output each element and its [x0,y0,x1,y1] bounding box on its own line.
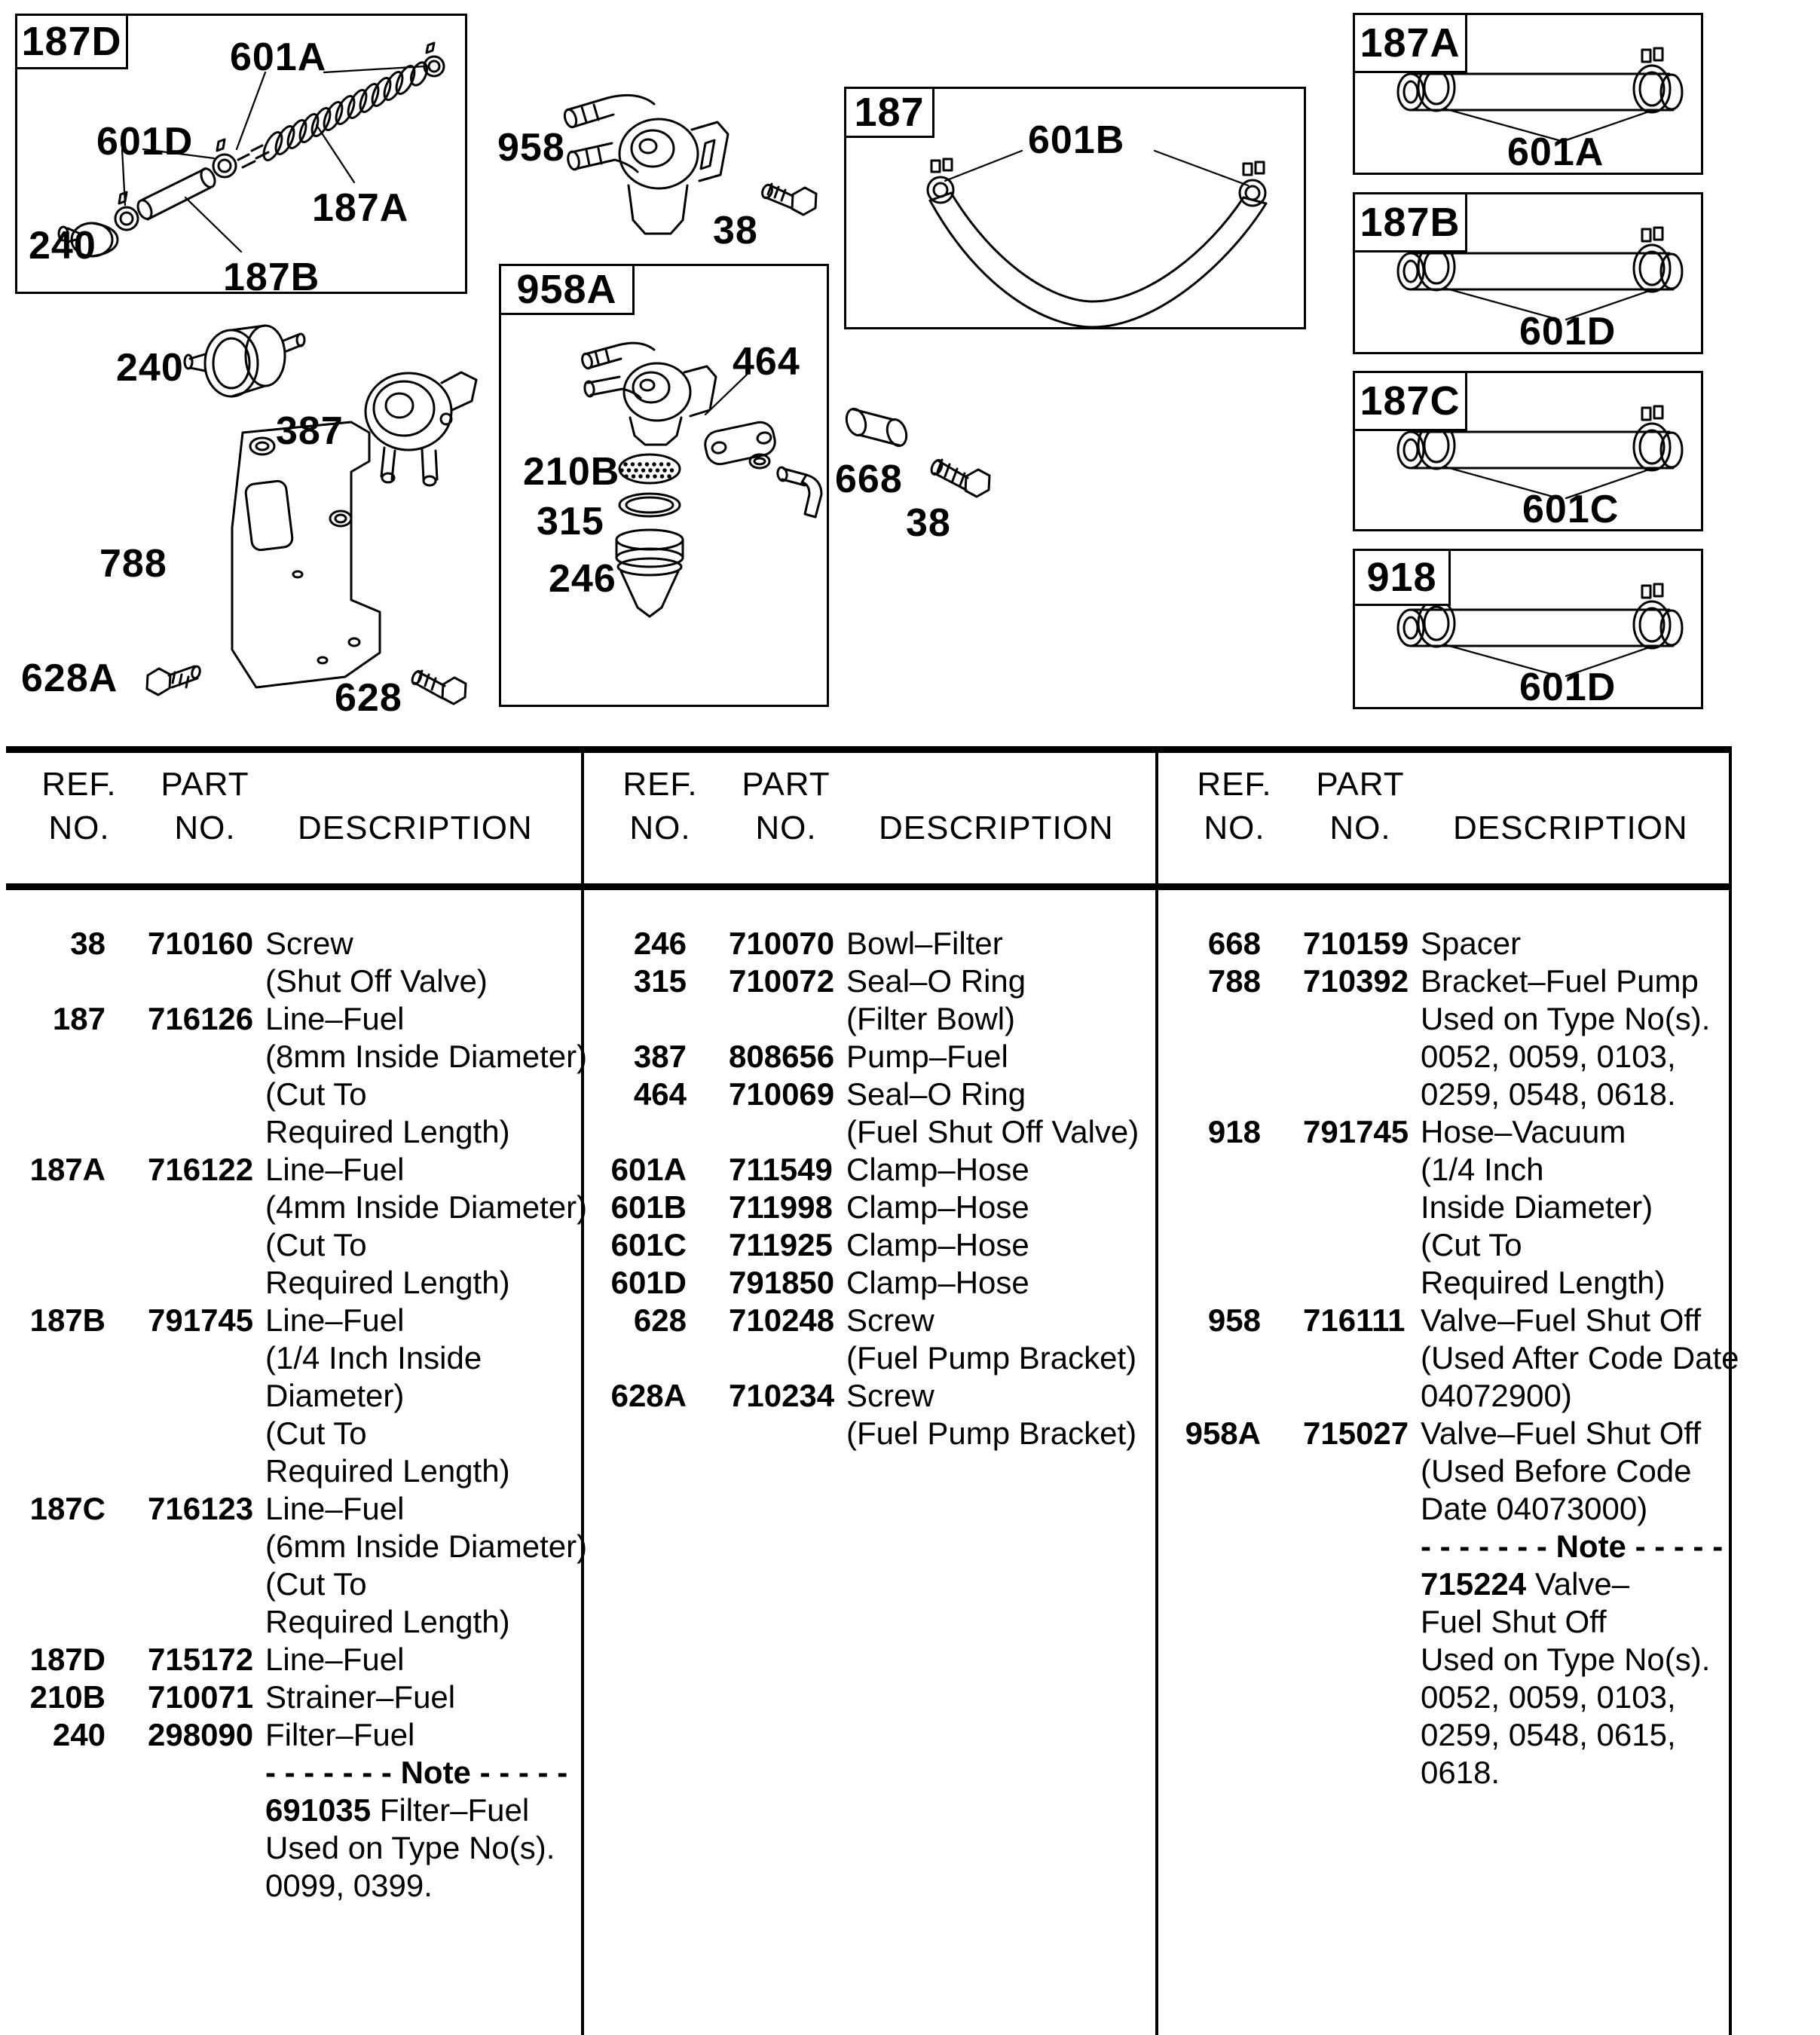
description [1421,1227,1522,1263]
ref-no: 918 [1207,1114,1261,1149]
description-bold-segment: 691035 [265,1792,372,1828]
description-segment: Line–Fuel [265,1302,405,1338]
part-no: 808656 [729,1039,835,1074]
part-no: 710072 [729,963,835,999]
part-no: 716122 [148,1152,254,1187]
table-row-line [1155,1114,1730,1152]
description-segment: Clamp–Hose [846,1265,1029,1300]
box-label-fuel-line-187c: 187C [1353,371,1467,431]
description [265,1604,510,1640]
description [1421,1378,1572,1414]
description-segment: Hose–Vacuum [1421,1114,1626,1149]
part-callout-187a-in-187d: 187A [312,186,409,230]
parts-table-column-3 [1155,926,1739,1792]
ref-no: 601A [610,1152,687,1187]
header-ref-no: NO. [48,809,110,846]
part-no: 716123 [148,1491,254,1526]
part-no: 710234 [729,1378,835,1413]
part-callout-38-spacer: 38 [906,501,951,545]
part-no: 716126 [148,1001,254,1036]
description [1421,1415,1701,1452]
table-row-line [1155,1491,1730,1529]
ref-no: 601D [610,1265,687,1300]
table-row-line [1155,1378,1730,1415]
description [265,1642,404,1678]
description [846,1039,1008,1075]
table-row-line [581,963,1155,1001]
description [1421,1114,1626,1150]
table-row-line [0,1227,574,1265]
description [1421,1755,1500,1791]
description-segment: Filter–Fuel [371,1792,530,1828]
ref-no: 788 [1207,963,1261,999]
table-row-line [0,1642,574,1679]
description-segment: (Used Before Code [1421,1453,1692,1489]
table-row-line [1155,1529,1730,1566]
table-row-line [1155,926,1730,963]
description [846,1302,934,1339]
box-label-fuel-line-187d: 187D [15,14,128,69]
description [1421,1265,1666,1301]
table-row-line [0,1076,574,1114]
description-segment: Line–Fuel [265,1642,405,1677]
part-callout-628: 628 [335,676,402,720]
table-row-line [581,926,1155,963]
description-segment: Pump–Fuel [846,1039,1008,1074]
ref-no: 246 [633,926,687,961]
description [1421,1152,1543,1188]
header-part: PART [742,766,830,803]
description-segment: (Cut To [265,1415,367,1451]
table-row-line [0,1189,588,1227]
description-segment: Required Length) [265,1604,510,1639]
description [265,1566,367,1602]
parts-table-column-1 [0,926,588,1905]
description [846,1415,1136,1452]
description-bold-segment: 715224 [1421,1566,1527,1602]
table-row-line [1155,1001,1730,1039]
description [1421,1189,1653,1226]
ref-no: 38 [70,926,106,961]
table-row-line [1155,1152,1730,1189]
ref-no: 210B [29,1679,106,1715]
ref-no: 187 [52,1001,106,1036]
part-no: 711549 [729,1152,833,1187]
description-segment: 0052, 0059, 0103, [1421,1039,1676,1074]
table-row-line [1155,1039,1730,1076]
table-row-line [0,1755,574,1792]
table-row-line [581,1076,1155,1114]
table-top-rule [6,746,1729,753]
table-row-line [1155,1415,1730,1453]
description [265,926,353,962]
part-callout-387: 387 [276,409,344,453]
table-row-line [581,1227,1155,1265]
table-row-line [0,1717,574,1755]
table-row-line [1155,1076,1730,1114]
table-row-line [0,1039,588,1076]
table-row-line [581,1152,1155,1189]
ref-no: 601B [610,1189,687,1225]
description [265,1755,567,1791]
table-row-line [0,1152,574,1189]
table-row-line [1155,1604,1730,1642]
table-row-line [0,1114,574,1152]
ref-no: 601C [610,1227,687,1262]
description [846,963,1026,999]
ref-no: 387 [633,1039,687,1074]
table-row-line [1155,1717,1730,1755]
description [1421,1039,1676,1075]
description [846,1227,1029,1263]
description-segment: 0618. [1421,1755,1500,1790]
table-row-line [1155,1340,1739,1378]
box-label-fuel-line-187b: 187B [1353,192,1467,252]
description-segment: (Cut To [265,1076,367,1112]
part-no: 711925 [729,1227,833,1262]
part-callout-187b-in-187d: 187B [223,256,320,299]
table-row-line [0,1453,574,1491]
description [1421,1076,1676,1112]
part-no: 791745 [1303,1114,1409,1149]
description [1421,926,1521,962]
description [1421,1302,1701,1339]
description [1421,1491,1647,1527]
description-segment: (4mm Inside Diameter) [265,1189,588,1225]
description-segment: Fuel Shut Off [1421,1604,1607,1639]
table-row-line [581,1378,1155,1415]
part-callout-601c-in-187c: 601C [1522,488,1620,531]
description-segment: 0259, 0548, 0618. [1421,1076,1676,1112]
part-callout-240-in-187d: 240 [29,224,96,268]
table-row-line [0,1378,574,1415]
description-segment: 0099, 0399. [265,1868,433,1903]
description [265,1265,510,1301]
description [1421,1717,1676,1753]
description-segment: Used on Type No(s). [265,1830,555,1865]
header-description: DESCRIPTION [1453,809,1688,846]
part-no: 715027 [1303,1415,1409,1451]
table-row-line [581,1189,1155,1227]
table-row-line [0,963,574,1001]
description [1421,1604,1607,1640]
part-callout-464: 464 [733,340,800,384]
table-row-line [581,1302,1155,1340]
description [265,1717,414,1753]
description-segment: Screw [846,1302,934,1338]
table-row-line [0,1679,574,1717]
description [265,1076,367,1112]
description-segment: Clamp–Hose [846,1152,1029,1187]
description [846,1189,1029,1226]
description [1421,1642,1710,1678]
ref-no: 187C [29,1491,106,1526]
description [265,1792,529,1828]
description-segment: (Cut To [1421,1227,1522,1262]
table-row-line [0,1868,574,1905]
part-callout-315: 315 [537,500,604,543]
description-segment: (8mm Inside Diameter) [265,1039,588,1074]
description-segment: Required Length) [1421,1265,1666,1300]
part-callout-601d-in-187b: 601D [1519,310,1617,353]
description [1421,1340,1739,1376]
table-row-line [1155,1566,1730,1604]
ref-no: 315 [633,963,687,999]
description-segment: Diameter) [265,1378,405,1413]
description-segment: Required Length) [265,1114,510,1149]
description [1421,1453,1692,1489]
table-row-line [0,1302,574,1340]
part-callout-240-filter: 240 [116,346,184,390]
description [265,1114,510,1150]
description [265,1679,455,1715]
table-row-line [1155,1227,1730,1265]
table-row-line [581,1265,1155,1302]
description [265,1189,587,1226]
description-segment: Date 04073000) [1421,1491,1648,1526]
table-row-line [1155,1302,1730,1340]
part-callout-210b: 210B [523,450,620,494]
description [1421,1001,1710,1037]
description [265,1453,510,1489]
description-segment: (Cut To [265,1566,367,1602]
part-no: 791850 [729,1265,835,1300]
description-segment: Spacer [1421,926,1522,961]
table-row-line [1155,1755,1730,1792]
part-callout-601b-in-187: 601B [1028,118,1125,162]
description [1421,963,1699,999]
part-no: 716111 [1303,1302,1406,1338]
part-no: 298090 [148,1717,254,1752]
description-segment: Strainer–Fuel [265,1679,456,1715]
header-part-no: NO. [755,809,817,846]
description-segment: Screw [265,926,353,961]
table-row-line [0,1566,574,1604]
description-segment: Screw [846,1378,934,1413]
ref-no: 187B [29,1302,106,1338]
part-callout-246: 246 [549,557,616,601]
description-segment: Clamp–Hose [846,1227,1029,1262]
description-segment: (Fuel Shut Off Valve) [846,1114,1139,1149]
description-segment: Required Length) [265,1265,510,1300]
description [846,1340,1136,1376]
description-segment: (Filter Bowl) [846,1001,1016,1036]
description-segment: Used on Type No(s). [1421,1001,1711,1036]
description [846,1114,1139,1150]
part-no: 710248 [729,1302,835,1338]
description-bold-segment: - - - - - - - Note - - - - - [1421,1529,1724,1564]
part-no: 791745 [148,1302,254,1338]
table-row-line [581,1415,1155,1453]
table-row-line [1155,1679,1730,1717]
description-segment: Line–Fuel [265,1001,405,1036]
ref-no: 958A [1185,1415,1261,1451]
table-row-line [1155,1189,1730,1227]
description-segment: Filter–Fuel [265,1717,415,1752]
description-segment: Required Length) [265,1453,510,1489]
description-segment: (6mm Inside Diameter) [265,1529,588,1564]
header-part-no: NO. [174,809,236,846]
description [1421,1566,1629,1602]
ref-no: 464 [633,1076,687,1112]
table-row-line [0,1830,574,1868]
table-row-line [0,1415,574,1453]
description [265,1868,433,1904]
header-description: DESCRIPTION [879,809,1114,846]
description-segment: Valve– [1526,1566,1630,1602]
header-ref-no: NO. [629,809,691,846]
description [265,1491,404,1527]
header-ref: REF. [622,766,698,803]
description [265,1302,404,1339]
ref-no: 958 [1207,1302,1261,1338]
part-no: 710070 [729,926,835,961]
header-part: PART [161,766,249,803]
description-segment: (Used After Code Date [1421,1340,1739,1376]
description-segment: (Fuel Pump Bracket) [846,1340,1137,1376]
table-row-line [1155,1453,1730,1491]
description-segment: (1/4 Inch Inside [265,1340,482,1376]
description [265,1227,367,1263]
header-part-no: NO. [1329,809,1391,846]
description [265,963,488,999]
table-row-line [581,1114,1155,1152]
description [265,1378,404,1414]
description-segment: Line–Fuel [265,1152,405,1187]
description-segment: (1/4 Inch [1421,1152,1544,1187]
table-row-line [0,1792,574,1830]
part-no: 710069 [729,1076,835,1112]
table-row-line [0,926,574,963]
table-row-line [1155,1265,1730,1302]
table-row-line [0,1001,574,1039]
description [265,1152,404,1188]
header-part: PART [1316,766,1405,803]
description-segment: Bowl–Filter [846,926,1003,961]
description [265,1415,367,1452]
table-row-line [581,1039,1155,1076]
description-segment: Valve–Fuel Shut Off [1421,1415,1701,1451]
description-segment: 0052, 0059, 0103, [1421,1679,1676,1715]
ref-no: 187D [29,1642,106,1677]
description-segment: Valve–Fuel Shut Off [1421,1302,1701,1338]
part-callout-601a-in-187a: 601A [1507,130,1604,174]
table-row-line [581,1340,1155,1378]
description [1421,1679,1676,1715]
part-no: 710160 [148,926,254,961]
description [846,1001,1015,1037]
parts-table-column-2 [581,926,1155,1453]
box-label-hose-918: 918 [1353,549,1451,606]
description [265,1830,555,1866]
description-bold-segment: - - - - - - - Note - - - - - [265,1755,568,1790]
description [265,1340,482,1376]
part-callout-788: 788 [99,542,167,586]
description [846,1076,1026,1112]
part-no: 710392 [1303,963,1409,999]
part-callout-628a: 628A [21,656,118,700]
part-no: 710071 [148,1679,254,1715]
description [846,926,1003,962]
part-no: 710159 [1303,926,1409,961]
table-row-line [1155,1642,1730,1679]
description-segment: Bracket–Fuel Pump [1421,963,1699,999]
description-segment: (Fuel Pump Bracket) [846,1415,1137,1451]
description [265,1001,404,1037]
box-label-valve-958a: 958A [499,264,635,315]
table-row-line [0,1491,574,1529]
description-segment: (Shut Off Valve) [265,963,488,999]
header-description: DESCRIPTION [298,809,533,846]
ref-no: 628A [610,1378,687,1413]
ref-no: 240 [52,1717,106,1752]
table-row-line [0,1265,574,1302]
header-ref: REF. [41,766,117,803]
description-segment: Used on Type No(s). [1421,1642,1711,1677]
box-label-fuel-line-187: 187 [844,87,934,138]
part-callout-668: 668 [835,457,903,501]
table-row-line [581,1001,1155,1039]
description-segment: 0259, 0548, 0615, [1421,1717,1676,1752]
description-segment: Seal–O Ring [846,1076,1026,1112]
table-row-line [1155,963,1730,1001]
description [846,1378,934,1414]
description-segment: (Cut To [265,1227,367,1262]
description [1421,1529,1723,1565]
part-callout-601d-in-918: 601D [1519,666,1617,709]
description [846,1265,1029,1301]
description-segment: Line–Fuel [265,1491,405,1526]
description [265,1039,587,1075]
description-segment: 04072900) [1421,1378,1572,1413]
table-row-line [0,1529,588,1566]
box-label-fuel-line-187a: 187A [1353,13,1467,73]
part-callout-958: 958 [497,126,565,170]
ref-no: 668 [1207,926,1261,961]
part-callout-38-valve: 38 [713,209,758,252]
table-row-line [0,1604,574,1642]
ref-no: 628 [633,1302,687,1338]
header-ref-no: NO. [1204,809,1265,846]
part-callout-601d-in-187d: 601D [96,120,194,164]
part-no: 715172 [148,1642,254,1677]
table-row-line [0,1340,574,1378]
description-segment: Inside Diameter) [1421,1189,1653,1225]
ref-no: 187A [29,1152,106,1187]
description-segment: Clamp–Hose [846,1189,1029,1225]
header-ref: REF. [1197,766,1272,803]
part-no: 711998 [729,1189,833,1225]
table-header-rule [6,883,1729,890]
description [265,1529,587,1565]
description [846,1152,1029,1188]
part-callout-601a-in-187d: 601A [230,35,327,79]
description-segment: Seal–O Ring [846,963,1026,999]
